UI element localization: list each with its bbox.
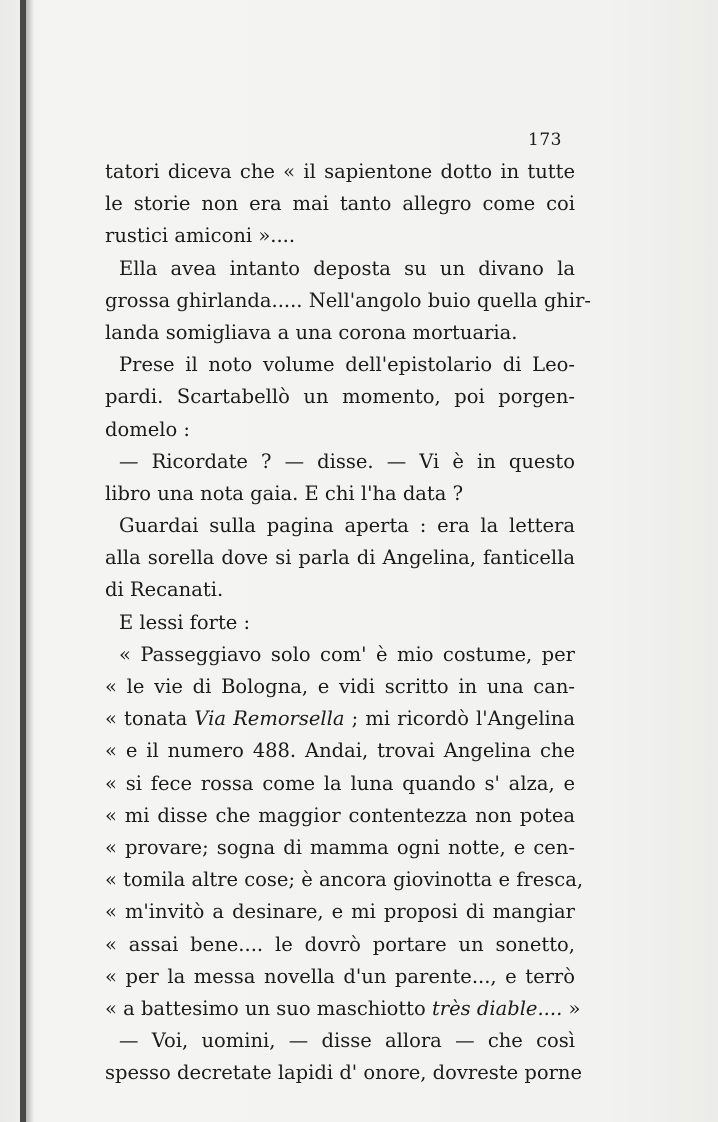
text-line	[105, 349, 575, 381]
text-line	[105, 864, 584, 896]
text-segment: domelo :	[105, 417, 190, 441]
italic-segment: très diable....	[431, 996, 563, 1020]
text-segment: « tomila altre cose; è ancora giovinotta e fresca,	[105, 868, 584, 892]
text-segment: « Passeggiavo solo com' è mio costume, per	[119, 642, 575, 666]
text-line	[105, 446, 575, 478]
text-segment: spesso decretate lapidi d' onore, dovreste porne	[105, 1061, 582, 1085]
text-segment-after: ; mi ricordò l'Angelina	[344, 707, 575, 731]
text-segment: « tonata	[105, 707, 195, 731]
text-segment: — Ricordate ? — disse. — Vi è in questo	[119, 449, 575, 473]
text-segment: grossa ghirlanda..... Nell'angolo buio quella ghir-	[105, 288, 592, 312]
text-line	[105, 832, 575, 864]
text-line	[105, 253, 575, 285]
text-line	[105, 800, 575, 832]
text-segment: « per la messa novella d'un parente..., e terrò	[105, 964, 575, 988]
italic-segment: Via Remorsella	[194, 707, 345, 731]
text-segment: le storie non era mai tanto allegro come coi	[105, 192, 575, 216]
text-line	[105, 896, 575, 928]
text-segment: Ella avea intanto deposta su un divano la	[119, 256, 575, 280]
text-line	[105, 220, 575, 252]
text-segment: « le vie di Bologna, e vidi scritto in una can-	[105, 675, 575, 698]
text-line	[105, 961, 575, 993]
text-segment: E lessi forte :	[119, 610, 251, 634]
text-segment: pardi. Scartabellò un momento, poi porgen-	[105, 385, 575, 409]
text-line	[105, 285, 592, 317]
text-segment: landa somigliava a una corona mortuaria.	[105, 320, 518, 344]
page-number: 173	[528, 130, 562, 150]
text-segment-after: »	[562, 996, 581, 1020]
text-segment: di Recanati.	[105, 578, 224, 602]
text-segment: « si fece rossa come la luna quando s' alza, e	[105, 771, 575, 795]
text-segment: libro una nota gaia. E chi l'ha data ?	[105, 481, 464, 505]
text-segment: « e il numero 488. Andai, trovai Angelina che	[105, 739, 575, 763]
body-text	[105, 156, 592, 1089]
text-segment: « provare; sogna di mamma ogni notte, e cen-	[105, 835, 575, 859]
text-line	[105, 574, 575, 606]
text-segment: « mi disse che maggior contentezza non potea	[105, 803, 575, 827]
text-line	[105, 639, 575, 671]
text-line	[105, 929, 575, 961]
text-segment: « a battesimo un suo maschiotto	[105, 996, 432, 1020]
text-line	[105, 703, 575, 735]
text-line	[105, 156, 575, 188]
text-line	[105, 671, 575, 703]
text-segment: Prese il noto volume dell'epistolario di Leo-	[119, 353, 575, 377]
text-segment: tatori diceva che « il sapientone dotto in tutte	[105, 160, 575, 183]
text-segment: alla sorella dove si parla di Angelina, fanticella	[105, 546, 575, 570]
text-line	[105, 607, 575, 639]
spine-shadow	[26, 0, 34, 1122]
text-segment: — Voi, uomini, — disse allora — che così	[119, 1029, 575, 1053]
text-segment: « assai bene.... le dovrò portare un sonetto,	[105, 932, 575, 956]
text-line	[105, 735, 575, 767]
text-line	[105, 993, 581, 1025]
text-line	[105, 542, 575, 574]
text-line	[105, 478, 575, 510]
text-line	[105, 510, 575, 542]
text-line	[105, 317, 575, 349]
text-line	[105, 381, 575, 413]
text-segment: rustici amiconi »....	[105, 224, 296, 248]
text-line	[105, 768, 575, 800]
text-line	[105, 414, 575, 446]
text-segment: Guardai sulla pagina aperta : era la lettera	[119, 514, 575, 538]
text-line	[105, 1057, 582, 1089]
text-line	[105, 188, 575, 220]
text-line	[105, 1025, 575, 1057]
text-segment: « m'invitò a desinare, e mi proposi di mangiar	[105, 900, 575, 924]
